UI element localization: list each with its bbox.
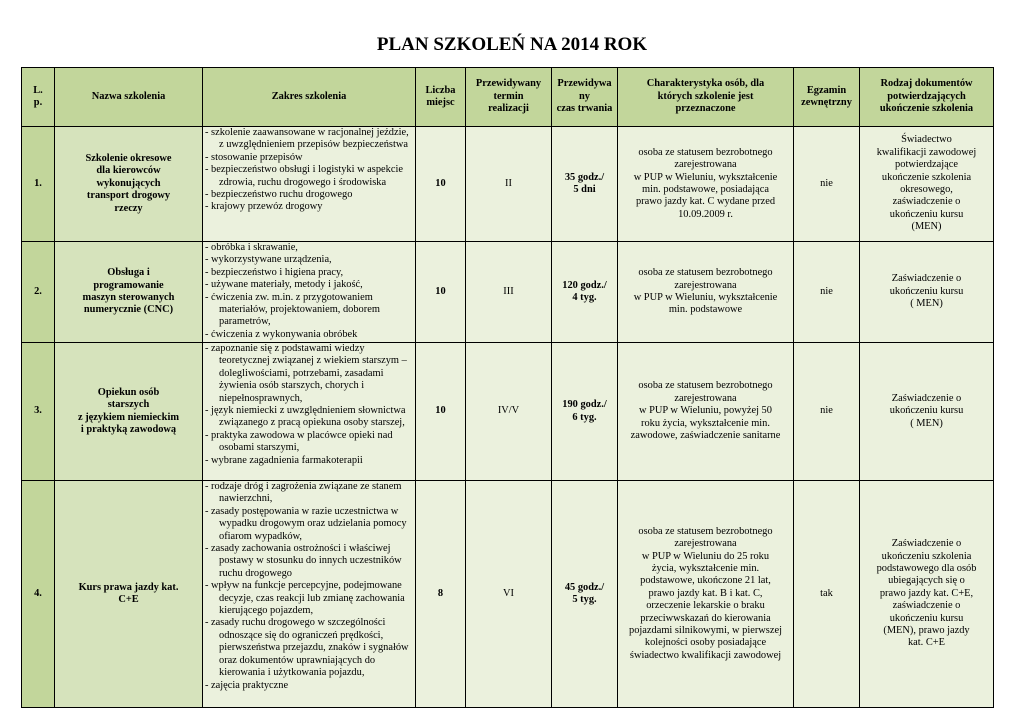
row-number: 2. — [22, 242, 55, 343]
training-plan-table — [21, 67, 994, 708]
header-lp: L. p. — [22, 68, 55, 127]
target-characteristics: osoba ze statusem bezrobotnego zarejestrowana w PUP w Wieluniu, wykształcenie min. podstawowe — [618, 242, 794, 343]
scope-item: - krajowy przewóz drogowy — [205, 201, 323, 213]
scope-item: - zasady zachowania ostrożności i właściwej postawy w stosunku do innych uczestników ruchu drogowego — [205, 543, 402, 579]
scope-item: - szkolenie zaawansowane w racjonalnej jeździe, z uwzględnieniem przepisów bezpieczeństwa — [205, 127, 409, 151]
scope-item: - wpływ na funkcje percepcyjne, podejmowane decyzje, czas reakcji lub zmianę zachowania kierującego pojazdem, — [205, 580, 405, 617]
target-characteristics: osoba ze statusem bezrobotnego zarejestrowana w PUP w Wieluniu, wykształcenie min. podstawowe, posiadająca prawo jazdy kat. C wydane przed 10.09.2009 r. — [618, 127, 794, 242]
target-characteristics: osoba ze statusem bezrobotnego zarejestrowana w PUP w Wieluniu, powyżej 50 roku życia, wykształcenie min. zawodowe, zaświadczenie sanitarne — [618, 343, 794, 481]
scope-item: - rodzaje dróg i zagrożenia związane ze stanem nawierzchni, — [205, 481, 402, 505]
scope-item: - zasady postępowania w razie uczestnictwa w wypadku drogowym oraz udzielania pomocy ofiarom wypadków, — [205, 505, 407, 542]
row-number: 3. — [22, 343, 55, 481]
row-number: 1. — [22, 127, 55, 242]
scope-item: - bezpieczeństwo ruchu drogowego — [205, 189, 353, 201]
planned-term: III — [466, 242, 552, 343]
external-exam: nie — [794, 127, 860, 242]
header-scope: Zakres szkolenia — [203, 68, 416, 127]
scope-item: - zapoznanie się z podstawami wiedzy teoretycznej związanej z wiekiem starszym – dolegliwościami, potrzebami, zasadami żywienia osób starszych, chorych i niepełnosprawnych, — [205, 343, 407, 404]
external-exam: nie — [794, 242, 860, 343]
training-scope — [203, 127, 416, 242]
completion-documents: Zaświadczenie o ukończeniu kursu ( MEN) — [860, 242, 994, 343]
completion-documents: Zaświadczenie o ukończeniu szkolenia podstawowego dla osób ubiegających się o prawo jazdy kat. C+E, zaświadczenie o ukończeniu kursu (MEN), prawo jazdy kat. C+E — [860, 481, 994, 708]
table-row — [22, 127, 994, 242]
header-row — [22, 68, 994, 127]
target-characteristics: osoba ze statusem bezrobotnego zarejestrowana w PUP w Wieluniu do 25 roku życia, wykształcenie min. podstawowe, ukończone 21 lat, prawo jazdy kat. B i kat. C, orzeczenie lekarskie o braku przeciwwskazań do kierowania pojazdami silnikowymi, w pierwszej kolejności osoby posiadające świadectwo kwalifikacji zawodowej — [618, 481, 794, 708]
training-name: Szkolenie okresowe dla kierowców wykonujących transport drogowy rzeczy — [55, 127, 203, 242]
external-exam: nie — [794, 343, 860, 481]
scope-item: - wykorzystywane urządzenia, — [205, 254, 332, 266]
header-term: Przewidywany termin realizacji — [466, 68, 552, 127]
seats-count: 10 — [416, 343, 466, 481]
duration: 45 godz./ 5 tyg. — [552, 481, 618, 708]
training-scope — [203, 481, 416, 708]
external-exam: tak — [794, 481, 860, 708]
completion-documents: Zaświadczenie o ukończeniu kursu ( MEN) — [860, 343, 994, 481]
scope-item: - zasady ruchu drogowego w szczególności odnoszące się do ograniczeń prędkości, pierwszeństwa przejazdu, znaków i sygnałów oraz dokumentów uprawniających do kierowania i użytkowania pojazdu, — [205, 617, 409, 679]
scope-item: - wybrane zagadnienia farmakoterapii — [205, 454, 363, 466]
scope-item: - ćwiczenia zw. m.in. z przygotowaniem materiałów, projektowaniem, doborem parametrów, — [205, 291, 380, 328]
header-exam: Egzamin zewnętrzny — [794, 68, 860, 127]
duration: 35 godz./ 5 dni — [552, 127, 618, 242]
seats-count: 10 — [416, 242, 466, 343]
table-row — [22, 481, 994, 708]
row-number: 4. — [22, 481, 55, 708]
scope-item: - używane materiały, metody i jakość, — [205, 279, 363, 291]
header-characteristics: Charakterystyka osób, dla których szkolenie jest przeznaczone — [618, 68, 794, 127]
completion-documents: Świadectwo kwalifikacji zawodowej potwierdzające ukończenie szkolenia okresowego, zaświadczenie o ukończeniu kursu (MEN) — [860, 127, 994, 242]
duration: 190 godz./ 6 tyg. — [552, 343, 618, 481]
scope-item: - język niemiecki z uwzględnieniem słownictwa związanego z pracą opiekuna osoby starszej, — [205, 405, 406, 429]
header-name: Nazwa szkolenia — [55, 68, 203, 127]
scope-item: - obróbka i skrawanie, — [205, 242, 298, 253]
training-name: Obsługa i programowanie maszyn sterowanych numerycznie (CNC) — [55, 242, 203, 343]
training-scope — [203, 343, 416, 481]
duration: 120 godz./ 4 tyg. — [552, 242, 618, 343]
seats-count: 10 — [416, 127, 466, 242]
planned-term: IV/V — [466, 343, 552, 481]
scope-item: - bezpieczeństwo obsługi i logistyki w aspekcie zdrowia, ruchu drogowego i środowiska — [205, 164, 403, 188]
planned-term: II — [466, 127, 552, 242]
header-docs: Rodzaj dokumentów potwierdzających ukończenie szkolenia — [860, 68, 994, 127]
scope-item: - zajęcia praktyczne — [205, 679, 289, 691]
scope-item: - bezpieczeństwo i higiena pracy, — [205, 266, 344, 278]
scope-item: - ćwiczenia z wykonywania obróbek — [205, 328, 358, 340]
header-duration: Przewidywa ny czas trwania — [552, 68, 618, 127]
header-seats: Liczba miejsc — [416, 68, 466, 127]
training-name: Kurs prawa jazdy kat. C+E — [55, 481, 203, 708]
scope-item: - praktyka zawodowa w placówce opieki nad osobami starszymi, — [205, 429, 393, 454]
page-title: PLAN SZKOLEŃ NA 2014 ROK — [376, 34, 648, 55]
table-row — [22, 242, 994, 343]
scope-item: - stosowanie przepisów — [205, 151, 303, 163]
training-scope — [203, 242, 416, 343]
seats-count: 8 — [416, 481, 466, 708]
planned-term: VI — [466, 481, 552, 708]
table-row — [22, 343, 994, 481]
training-name: Opiekun osób starszych z językiem niemieckim i praktyką zawodową — [55, 343, 203, 481]
